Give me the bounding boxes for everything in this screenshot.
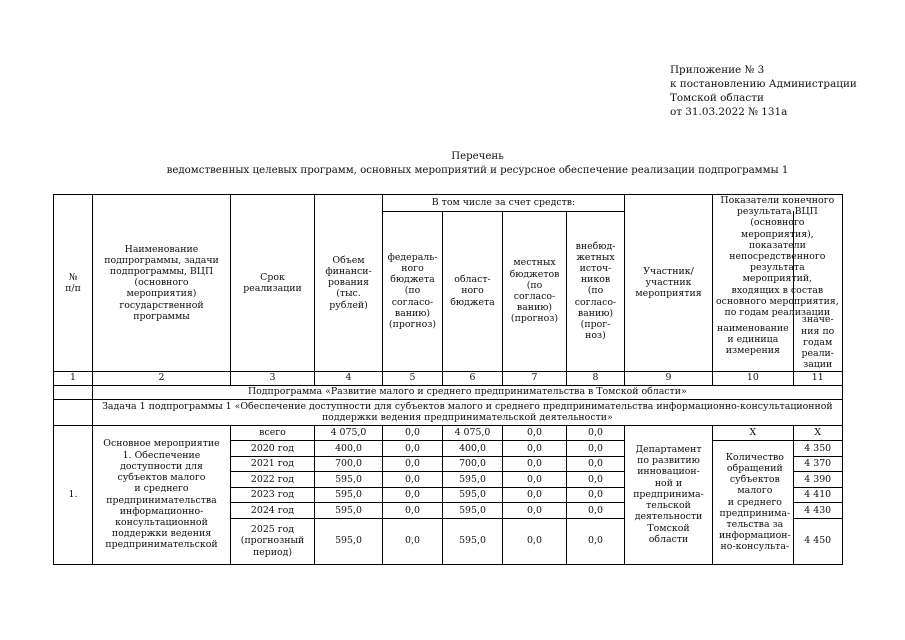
local-cell: 0,0	[503, 487, 567, 503]
local-cell: 0,0	[503, 472, 567, 488]
col-number: 1	[54, 371, 93, 385]
regional-cell: 400,0	[443, 441, 503, 457]
regional-cell: 595,0	[443, 487, 503, 503]
local-cell: 0,0	[503, 518, 567, 564]
regional-cell: 595,0	[443, 503, 503, 519]
period-cell: всего	[231, 425, 315, 441]
federal-cell: 0,0	[383, 441, 443, 457]
header-extra: внебюд- жетных источ- ников (по согласо- ванию) (прог- ноз)	[567, 211, 625, 371]
regional-cell: 595,0	[443, 472, 503, 488]
header-participant: Участник/ участник мероприятия	[625, 195, 713, 372]
federal-cell: 0,0	[383, 456, 443, 472]
federal-cell: 0,0	[383, 472, 443, 488]
value-cell: X	[793, 425, 842, 441]
volume-cell: 595,0	[315, 472, 383, 488]
value-cell: 4 430	[793, 503, 842, 519]
header-local: местных бюджетов (по согласо- ванию) (прогноз)	[503, 211, 567, 371]
header-including: В том числе за счет средств:	[383, 195, 625, 212]
volume-cell: 400,0	[315, 441, 383, 457]
col-number: 2	[93, 371, 231, 385]
period-cell: 2021 год	[231, 456, 315, 472]
activity-participant: Департамент по развитию инновацион- ной и предпринима- тельской деятельности Томской области	[625, 425, 713, 564]
appendix-line: Приложение № 3	[670, 64, 765, 76]
col-number: 5	[383, 371, 443, 385]
volume-cell: 4 075,0	[315, 425, 383, 441]
extra-cell: 0,0	[567, 487, 625, 503]
local-cell: 0,0	[503, 425, 567, 441]
volume-cell: 595,0	[315, 518, 383, 564]
value-cell: 4 410	[793, 487, 842, 503]
federal-cell: 0,0	[383, 425, 443, 441]
extra-cell: 0,0	[567, 472, 625, 488]
document-title	[50, 150, 905, 178]
empty-cell	[54, 385, 93, 399]
extra-cell: 0,0	[567, 456, 625, 472]
extra-cell: 0,0	[567, 441, 625, 457]
header-num: № п/п	[54, 195, 93, 372]
header-name: Наименование подпрограммы, задачи подпрограммы, ВЦП (основного мероприятия) государственной программы	[93, 195, 231, 372]
indicator-top: X	[713, 425, 794, 441]
header-indicators	[713, 195, 843, 319]
local-cell: 0,0	[503, 441, 567, 457]
col-number: 7	[503, 371, 567, 385]
header-indicators-text: Показатели конечного результата ВЦП (основного мероприятия), показатели непосредственного результата мероприятий, входящих в состав основного мероприятия, по годам реализации	[715, 195, 839, 319]
program-table	[53, 194, 843, 565]
appendix-line: от 31.03.2022 № 131а	[670, 106, 788, 118]
col-number: 9	[625, 371, 713, 385]
empty-cell	[54, 399, 93, 425]
appendix-line: Томской области	[670, 92, 764, 104]
local-cell: 0,0	[503, 456, 567, 472]
col-number: 6	[443, 371, 503, 385]
col-number: 4	[315, 371, 383, 385]
header-volume: Объем финанси- рования (тыс. рублей)	[315, 195, 383, 372]
header-ind-name: наименование и единица измерения	[713, 211, 794, 371]
local-cell: 0,0	[503, 503, 567, 519]
activity-name: Основное мероприятие 1. Обеспечение доступности для субъектов малого и среднего предпринимательства информационно- консультационной поддержки ведения предпринимательской	[93, 425, 231, 564]
regional-cell: 4 075,0	[443, 425, 503, 441]
period-cell: 2025 год (прогнозный период)	[231, 518, 315, 564]
header-ind-value: значе- ния по годам реали- зации	[793, 211, 842, 371]
extra-cell: 0,0	[567, 503, 625, 519]
federal-cell: 0,0	[383, 487, 443, 503]
period-cell: 2020 год	[231, 441, 315, 457]
subprogram-title: Подпрограмма «Развитие малого и среднего предпринимательства в Томской области»	[93, 385, 843, 399]
extra-cell: 0,0	[567, 518, 625, 564]
regional-cell: 700,0	[443, 456, 503, 472]
value-cell: 4 390	[793, 472, 842, 488]
header-regional: област- ного бюджета	[443, 211, 503, 371]
federal-cell: 0,0	[383, 503, 443, 519]
header-federal: федераль- ного бюджета (по согласо- ванию) (прогноз)	[383, 211, 443, 371]
col-number: 11	[793, 371, 842, 385]
col-number: 3	[231, 371, 315, 385]
value-cell: 4 370	[793, 456, 842, 472]
federal-cell: 0,0	[383, 518, 443, 564]
header-period: Срок реализации	[231, 195, 315, 372]
task-title: Задача 1 подпрограммы 1 «Обеспечение доступности для субъектов малого и среднего предпринимательства информационно-консультационной поддержки ведения предпринимательской деятельности»	[93, 399, 843, 425]
title-line-2: ведомственных целевых программ, основных мероприятий и ресурсное обеспечение реализации подпрограммы 1	[166, 165, 789, 176]
volume-cell: 595,0	[315, 503, 383, 519]
extra-cell: 0,0	[567, 425, 625, 441]
value-cell: 4 350	[793, 441, 842, 457]
regional-cell: 595,0	[443, 518, 503, 564]
volume-cell: 700,0	[315, 456, 383, 472]
volume-cell: 595,0	[315, 487, 383, 503]
col-number: 10	[713, 371, 794, 385]
appendix-line: к постановлению Администрации	[670, 78, 857, 90]
period-cell: 2023 год	[231, 487, 315, 503]
appendix-block	[670, 63, 857, 119]
value-cell: 4 450	[793, 518, 842, 564]
indicator-name: Количество обращений субъектов малого и среднего предпринима- тельства за информацион- но-консульта-	[713, 441, 794, 565]
activity-num: 1.	[54, 425, 93, 564]
period-cell: 2024 год	[231, 503, 315, 519]
title-line-1: Перечень	[451, 151, 504, 162]
col-number: 8	[567, 371, 625, 385]
period-cell: 2022 год	[231, 472, 315, 488]
